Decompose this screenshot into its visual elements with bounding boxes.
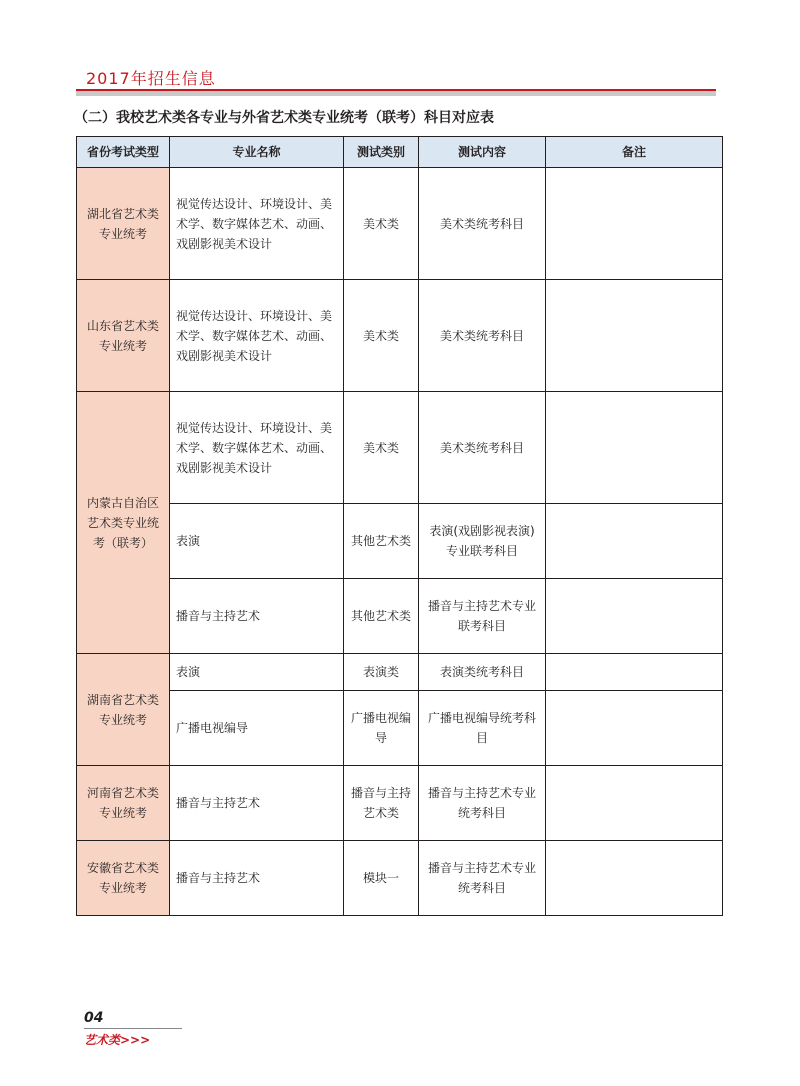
category-cell: 美术类 bbox=[344, 280, 419, 392]
note-cell bbox=[546, 579, 723, 654]
category-cell: 播音与主持艺术类 bbox=[344, 766, 419, 841]
content-cell: 美术类统考科目 bbox=[419, 168, 546, 280]
major-cell: 播音与主持艺术 bbox=[170, 579, 344, 654]
note-cell bbox=[546, 691, 723, 766]
table-row bbox=[77, 654, 723, 691]
category-cell: 表演类 bbox=[344, 654, 419, 691]
note-cell bbox=[546, 280, 723, 392]
table-row bbox=[77, 168, 723, 280]
major-cell: 广播电视编导 bbox=[170, 691, 344, 766]
category-cell: 模块一 bbox=[344, 841, 419, 916]
table-row bbox=[77, 766, 723, 841]
note-cell bbox=[546, 766, 723, 841]
content-cell: 表演(戏剧影视表演)专业联考科目 bbox=[419, 504, 546, 579]
major-cell: 播音与主持艺术 bbox=[170, 841, 344, 916]
column-header-content: 测试内容 bbox=[419, 137, 546, 168]
subject-mapping-table bbox=[76, 136, 723, 916]
province-cell: 山东省艺术类专业统考 bbox=[77, 280, 170, 392]
footer-rule bbox=[84, 1028, 182, 1029]
note-cell bbox=[546, 168, 723, 280]
major-cell: 视觉传达设计、环境设计、美术学、数字媒体艺术、动画、戏剧影视美术设计 bbox=[170, 168, 344, 280]
table-row bbox=[77, 504, 723, 579]
major-cell: 播音与主持艺术 bbox=[170, 766, 344, 841]
province-cell: 内蒙古自治区艺术类专业统考（联考） bbox=[77, 392, 170, 654]
major-cell: 表演 bbox=[170, 654, 344, 691]
content-cell: 广播电视编导统考科目 bbox=[419, 691, 546, 766]
content-cell: 播音与主持艺术专业统考科目 bbox=[419, 841, 546, 916]
province-cell: 安徽省艺术类专业统考 bbox=[77, 841, 170, 916]
table-header-row bbox=[77, 137, 723, 168]
category-cell: 其他艺术类 bbox=[344, 579, 419, 654]
table-row bbox=[77, 841, 723, 916]
column-header-note: 备注 bbox=[546, 137, 723, 168]
major-cell: 视觉传达设计、环境设计、美术学、数字媒体艺术、动画、戏剧影视美术设计 bbox=[170, 280, 344, 392]
column-header-major: 专业名称 bbox=[170, 137, 344, 168]
category-cell: 美术类 bbox=[344, 392, 419, 504]
category-cell: 美术类 bbox=[344, 168, 419, 280]
content-cell: 播音与主持艺术专业统考科目 bbox=[419, 766, 546, 841]
note-cell bbox=[546, 504, 723, 579]
table-row bbox=[77, 579, 723, 654]
category-cell: 广播电视编导 bbox=[344, 691, 419, 766]
note-cell bbox=[546, 841, 723, 916]
note-cell bbox=[546, 654, 723, 691]
province-cell: 河南省艺术类专业统考 bbox=[77, 766, 170, 841]
header-rule-shadow bbox=[76, 91, 716, 96]
column-header-province: 省份考试类型 bbox=[77, 137, 170, 168]
content-cell: 美术类统考科目 bbox=[419, 392, 546, 504]
table-row bbox=[77, 280, 723, 392]
province-cell: 湖南省艺术类专业统考 bbox=[77, 654, 170, 766]
major-cell: 表演 bbox=[170, 504, 344, 579]
content-cell: 播音与主持艺术专业联考科目 bbox=[419, 579, 546, 654]
content-cell: 美术类统考科目 bbox=[419, 280, 546, 392]
note-cell bbox=[546, 392, 723, 504]
page-number: 04 bbox=[84, 1010, 104, 1026]
content-cell: 表演类统考科目 bbox=[419, 654, 546, 691]
major-cell: 视觉传达设计、环境设计、美术学、数字媒体艺术、动画、戏剧影视美术设计 bbox=[170, 392, 344, 504]
table-row bbox=[77, 691, 723, 766]
column-header-category: 测试类别 bbox=[344, 137, 419, 168]
footer-section-label: 艺术类>>> bbox=[84, 1033, 151, 1047]
province-cell: 湖北省艺术类专业统考 bbox=[77, 168, 170, 280]
section-title: （二）我校艺术类各专业与外省艺术类专业统考（联考）科目对应表 bbox=[74, 110, 494, 126]
page-header-title: 2017年招生信息 bbox=[86, 69, 216, 88]
table-row bbox=[77, 392, 723, 504]
category-cell: 其他艺术类 bbox=[344, 504, 419, 579]
